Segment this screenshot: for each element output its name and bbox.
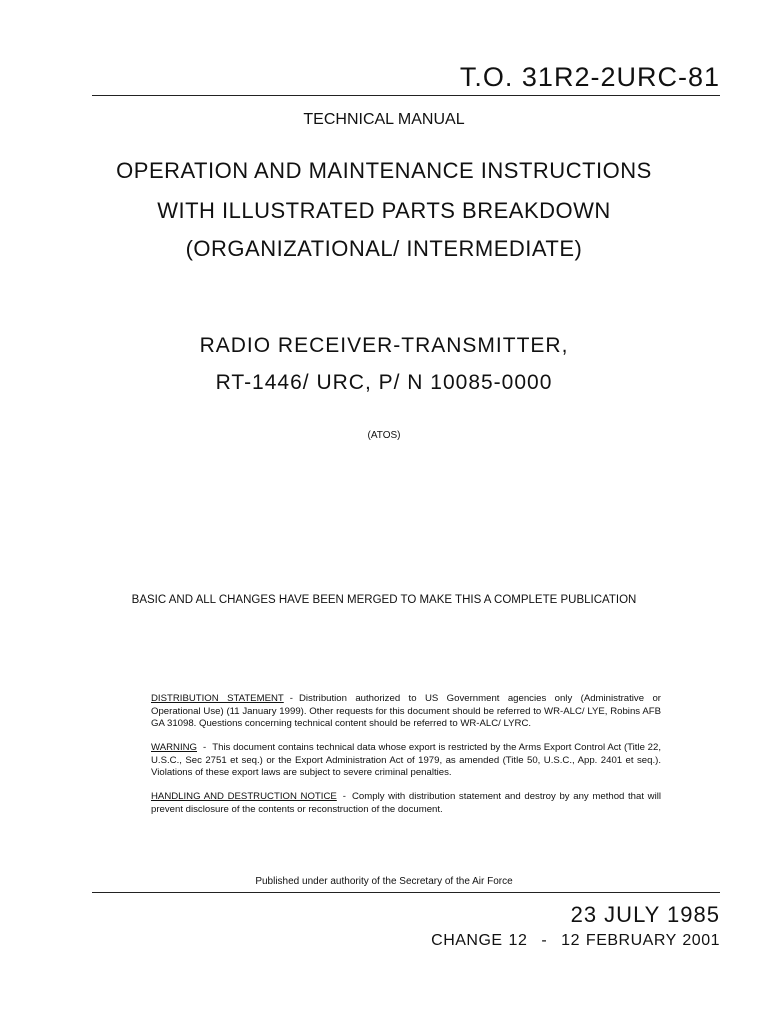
change-date: 12 FEBRUARY 2001 [561,932,720,949]
handling-text: Comply with distribution statement and destroy by any method that will prevent disclosure of the contents or reconstruction of the document. [151,791,661,815]
subject-line-1: RADIO RECEIVER-TRANSMITTER, [199,334,569,357]
published-authority: Published under authority of the Secretary of the Air Force [255,876,513,887]
warning-text: This document contains technical data whose export is restricted by the Arms Export Control Act (Title 22, U.S.C., Sec 2751 et seq.) or the Export Administration Act of 1979, as amended (Title 50, U.S.C., App. 2401 et seq.). Violations of these export laws are subject to severe criminal penalties. [151,742,661,778]
top-rule [92,95,720,96]
distribution-label: DISTRIBUTION STATEMENT [151,693,284,704]
title-line-3: (ORGANIZATIONAL/ INTERMEDIATE) [185,236,583,261]
distribution-separator: - [289,693,293,704]
publication-date: 23 JULY 1985 [570,902,720,927]
change-separator: - [541,932,548,949]
subject-line-2: RT-1446/ URC, P/ N 10085-0000 [215,371,553,394]
handling-separator: - [342,791,346,802]
handling-label: HANDLING AND DESTRUCTION NOTICE [151,791,337,802]
merge-notice: BASIC AND ALL CHANGES HAVE BEEN MERGED TO MAKE THIS A COMPLETE PUBLICATION [131,594,637,606]
manual-type: TECHNICAL MANUAL [303,111,465,128]
distribution-text: Distribution authorized to US Government agencies only (Administrative or Operational Use) (11 January 1999). Other requests for this document should be referred to WR-ALC/ LYE, Robins AFB GA 31098. Questions concerning technical content should be referred to WR-ALC/ LYRC. [151,693,661,729]
title-line-2: WITH ILLUSTRATED PARTS BREAKDOWN [157,198,611,223]
warning-separator: - [203,742,207,753]
warning-notice [151,742,661,780]
title-line-1: OPERATION AND MAINTENANCE INSTRUCTIONS [116,158,652,183]
change-label: CHANGE 12 [431,932,528,949]
warning-label: WARNING [151,742,198,753]
distribution-statement [151,693,661,731]
change-line [431,932,720,950]
bottom-rule [92,892,720,893]
handling-notice [151,791,661,816]
atos-label: (ATOS) [367,430,401,441]
to-number: T.O. 31R2-2URC-81 [459,62,720,92]
